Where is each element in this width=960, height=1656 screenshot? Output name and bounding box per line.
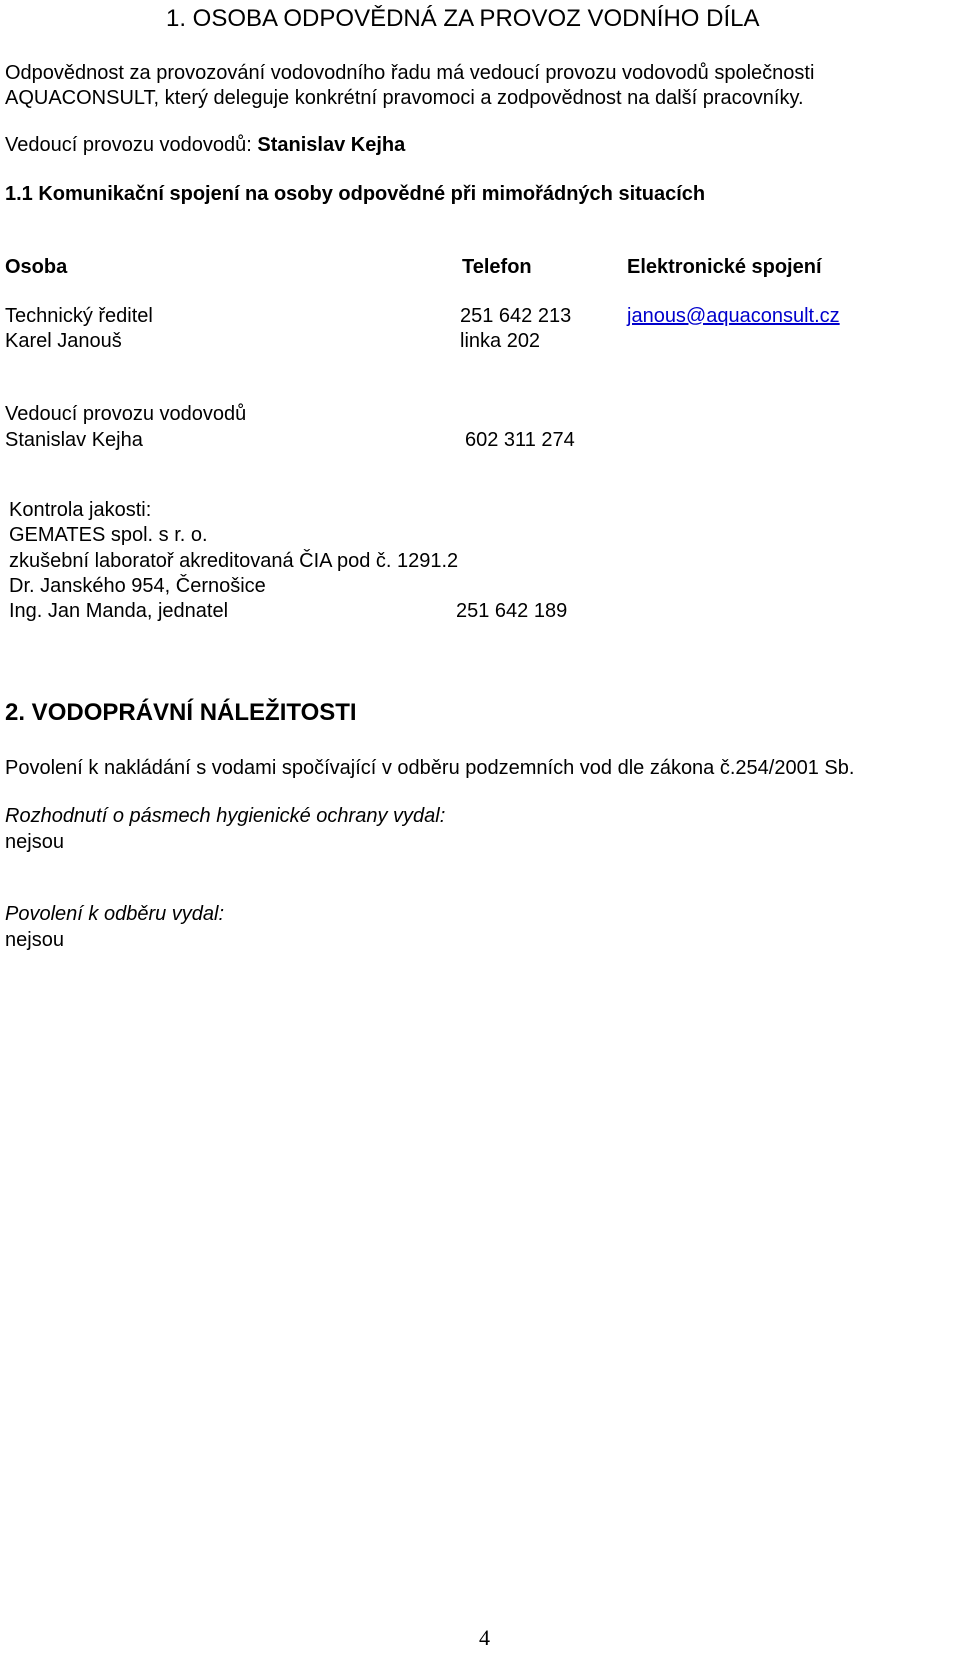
header-phone: Telefon (462, 256, 532, 278)
zones-label: Rozhodnutí o pásmech hygienické ochrany vydal: (5, 805, 446, 827)
intro-line-1: Odpovědnost za provozování vodovodního řadu má vedoucí provozu vodovodů společnosti (5, 62, 815, 84)
header-person: Osoba (5, 256, 68, 278)
quality-lab: zkušební laboratoř akreditovaná ČIA pod č. 1291.2 (9, 550, 459, 572)
manager-name: Stanislav Kejha (257, 134, 406, 156)
zones-value: nejsou (5, 831, 64, 853)
section-1-title: 1. OSOBA ODPOVĚDNÁ ZA PROVOZ VODNÍHO DÍLA (166, 5, 760, 32)
withdrawal-label: Povolení k odběru vydal: (5, 903, 225, 925)
intro-line-2: AQUACONSULT, který deleguje konkrétní pravomoci a zodpovědnost na další pracovníky. (5, 87, 804, 109)
section-2-title: 2. VODOPRÁVNÍ NÁLEŽITOSTI (5, 699, 357, 726)
quality-phone: 251 642 189 (456, 600, 568, 622)
header-electronic: Elektronické spojení (627, 256, 822, 278)
manager-label: Vedoucí provozu vodovodů: (5, 134, 258, 156)
row-2-phone: 602 311 274 (465, 429, 575, 451)
row-1-name: Karel Janouš (5, 330, 122, 352)
permit-text: Povolení k nakládání s vodami spočívající v odběru podzemních vod dle zákona č.254/2001 Sb. (5, 757, 855, 779)
page-number: 4 (479, 1625, 490, 1650)
quality-address: Dr. Janského 954, Černošice (9, 575, 266, 597)
manager-line (5, 135, 405, 155)
quality-label: Kontrola jakosti: (9, 499, 152, 521)
row-1-phone-ext: linka 202 (460, 330, 541, 352)
row-1-phone: 251 642 213 (460, 305, 572, 327)
row-1-role: Technický ředitel (5, 305, 153, 327)
row-2-role: Vedoucí provozu vodovodů (5, 403, 247, 425)
row-2-name: Stanislav Kejha (5, 429, 143, 451)
withdrawal-value: nejsou (5, 929, 64, 951)
row-1-email-link[interactable]: janous@aquaconsult.cz (627, 305, 840, 327)
quality-company: GEMATES spol. s r. o. (9, 524, 208, 546)
section-1-1-title: 1.1 Komunikační spojení na osoby odpovědné při mimořádných situacích (5, 183, 706, 205)
quality-contact: Ing. Jan Manda, jednatel (9, 600, 229, 622)
